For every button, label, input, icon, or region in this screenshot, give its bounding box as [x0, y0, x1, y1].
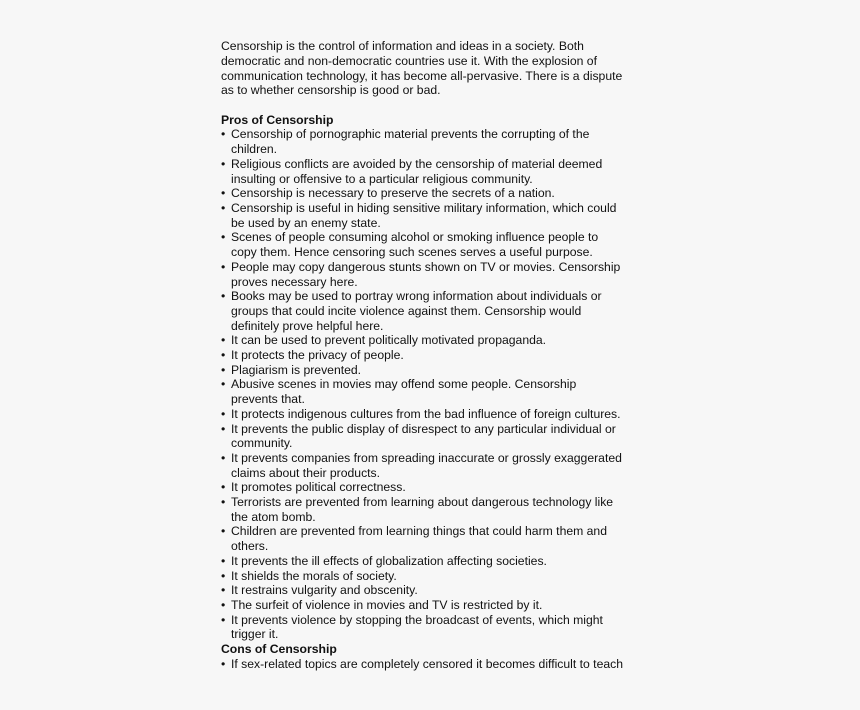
bullet-icon: •: [221, 597, 226, 612]
list-item-text: It prevents violence by stopping the broadcast of events, which might trigger it.: [231, 612, 603, 642]
list-item-text: Censorship is useful in hiding sensitive military information, which could be used by an enemy state.: [231, 201, 617, 230]
list-item-text: It protects the privacy of people.: [231, 348, 404, 363]
bullet-icon: •: [221, 289, 226, 304]
bullet-icon: •: [221, 524, 226, 539]
list-item: [221, 554, 651, 569]
bullet-icon: •: [221, 612, 226, 627]
bullet-icon: •: [221, 480, 226, 495]
list-item: [221, 157, 651, 186]
list-item: [221, 260, 651, 289]
bullet-icon: •: [221, 421, 226, 436]
list-item-text: Terrorists are prevented from learning about dangerous technology like the atom bomb.: [231, 495, 614, 524]
list-item: [221, 657, 651, 672]
list-item: [221, 583, 651, 598]
list-item: [221, 480, 651, 495]
list-item: [221, 613, 651, 642]
bullet-icon: •: [221, 333, 226, 348]
bullet-icon: •: [221, 583, 226, 598]
cons-heading: Cons of Censorship: [221, 642, 337, 657]
bullet-icon: •: [221, 201, 226, 215]
list-item-text: Religious conflicts are avoided by the censorship of material deemed insulting or offensive to a particular religious community.: [231, 156, 603, 186]
list-item-text: It prevents companies from spreading inaccurate or grossly exaggerated claims about their products.: [231, 450, 622, 480]
list-item-text: Censorship is necessary to preserve the secrets of a nation.: [231, 186, 555, 201]
list-item-text: Plagiarism is prevented.: [231, 362, 362, 377]
list-item-text: Scenes of people consuming alcohol or smoking influence people to copy them. Hence censoring such scenes serves a useful purpose.: [231, 230, 599, 260]
list-item-text: It prevents the public display of disrespect to any particular individual or community.: [231, 421, 616, 451]
bullet-icon: •: [221, 450, 226, 465]
list-item-text: It shields the morals of society.: [231, 568, 397, 583]
list-item-text: Children are prevented from learning things that could harm them and others.: [231, 524, 607, 554]
list-item: [221, 333, 651, 348]
intro-paragraph: Censorship is the control of information and ideas in a society. Both democratic and non-democratic countries use it. With the explosion of communication technology, it has become all-pervasive. There is a dispute as to whether censorship is good or bad.: [221, 39, 623, 98]
bullet-icon: •: [221, 186, 226, 201]
bullet-icon: •: [221, 377, 226, 392]
document-page: [221, 39, 651, 672]
list-item: [221, 377, 651, 406]
list-item-text: It protects indigenous cultures from the bad influence of foreign cultures.: [231, 406, 621, 421]
list-item-text: People may copy dangerous stunts shown on TV or movies. Censorship proves necessary here.: [231, 259, 621, 289]
list-item: [221, 598, 651, 613]
list-item: [221, 127, 651, 156]
list-item-text: It can be used to prevent politically motivated propaganda.: [231, 333, 547, 348]
list-item-text: It prevents the ill effects of globalization affecting societies.: [231, 553, 547, 568]
bullet-icon: •: [221, 656, 226, 671]
bullet-icon: •: [221, 362, 226, 377]
bullet-icon: •: [221, 495, 226, 510]
bullet-icon: •: [221, 259, 226, 274]
list-item-text: The surfeit of violence in movies and TV is restricted by it.: [231, 597, 543, 612]
list-item: [221, 289, 651, 333]
list-item: [221, 422, 651, 451]
pros-list: [221, 127, 651, 642]
list-item-text: Censorship of pornographic material prevents the corrupting of the children.: [231, 127, 590, 157]
list-item-text: It promotes political correctness.: [231, 480, 406, 495]
bullet-icon: •: [221, 568, 226, 583]
bullet-icon: •: [221, 230, 226, 245]
bullet-icon: •: [221, 406, 226, 421]
list-item: [221, 230, 651, 259]
cons-list: [221, 657, 651, 672]
list-item-text: Books may be used to portray wrong information about individuals or groups that could incite violence against them. Censorship would definitely prove helpful here.: [231, 289, 602, 333]
list-item: [221, 569, 651, 584]
list-item: [221, 201, 651, 230]
list-item: [221, 524, 651, 553]
list-item: [221, 407, 651, 422]
bullet-icon: •: [221, 348, 226, 363]
list-item: [221, 451, 651, 480]
list-item-text: Abusive scenes in movies may offend some people. Censorship prevents that.: [231, 377, 577, 407]
list-item-text: If sex-related topics are completely censored it becomes difficult to teach: [231, 656, 623, 671]
bullet-icon: •: [221, 127, 226, 142]
list-item: [221, 363, 651, 378]
bullet-icon: •: [221, 553, 226, 568]
list-item: [221, 186, 651, 201]
list-item: [221, 348, 651, 363]
list-item-text: It restrains vulgarity and obscenity.: [231, 583, 418, 598]
pros-heading: Pros of Censorship: [221, 112, 334, 127]
list-item: [221, 495, 651, 524]
bullet-icon: •: [221, 156, 226, 171]
